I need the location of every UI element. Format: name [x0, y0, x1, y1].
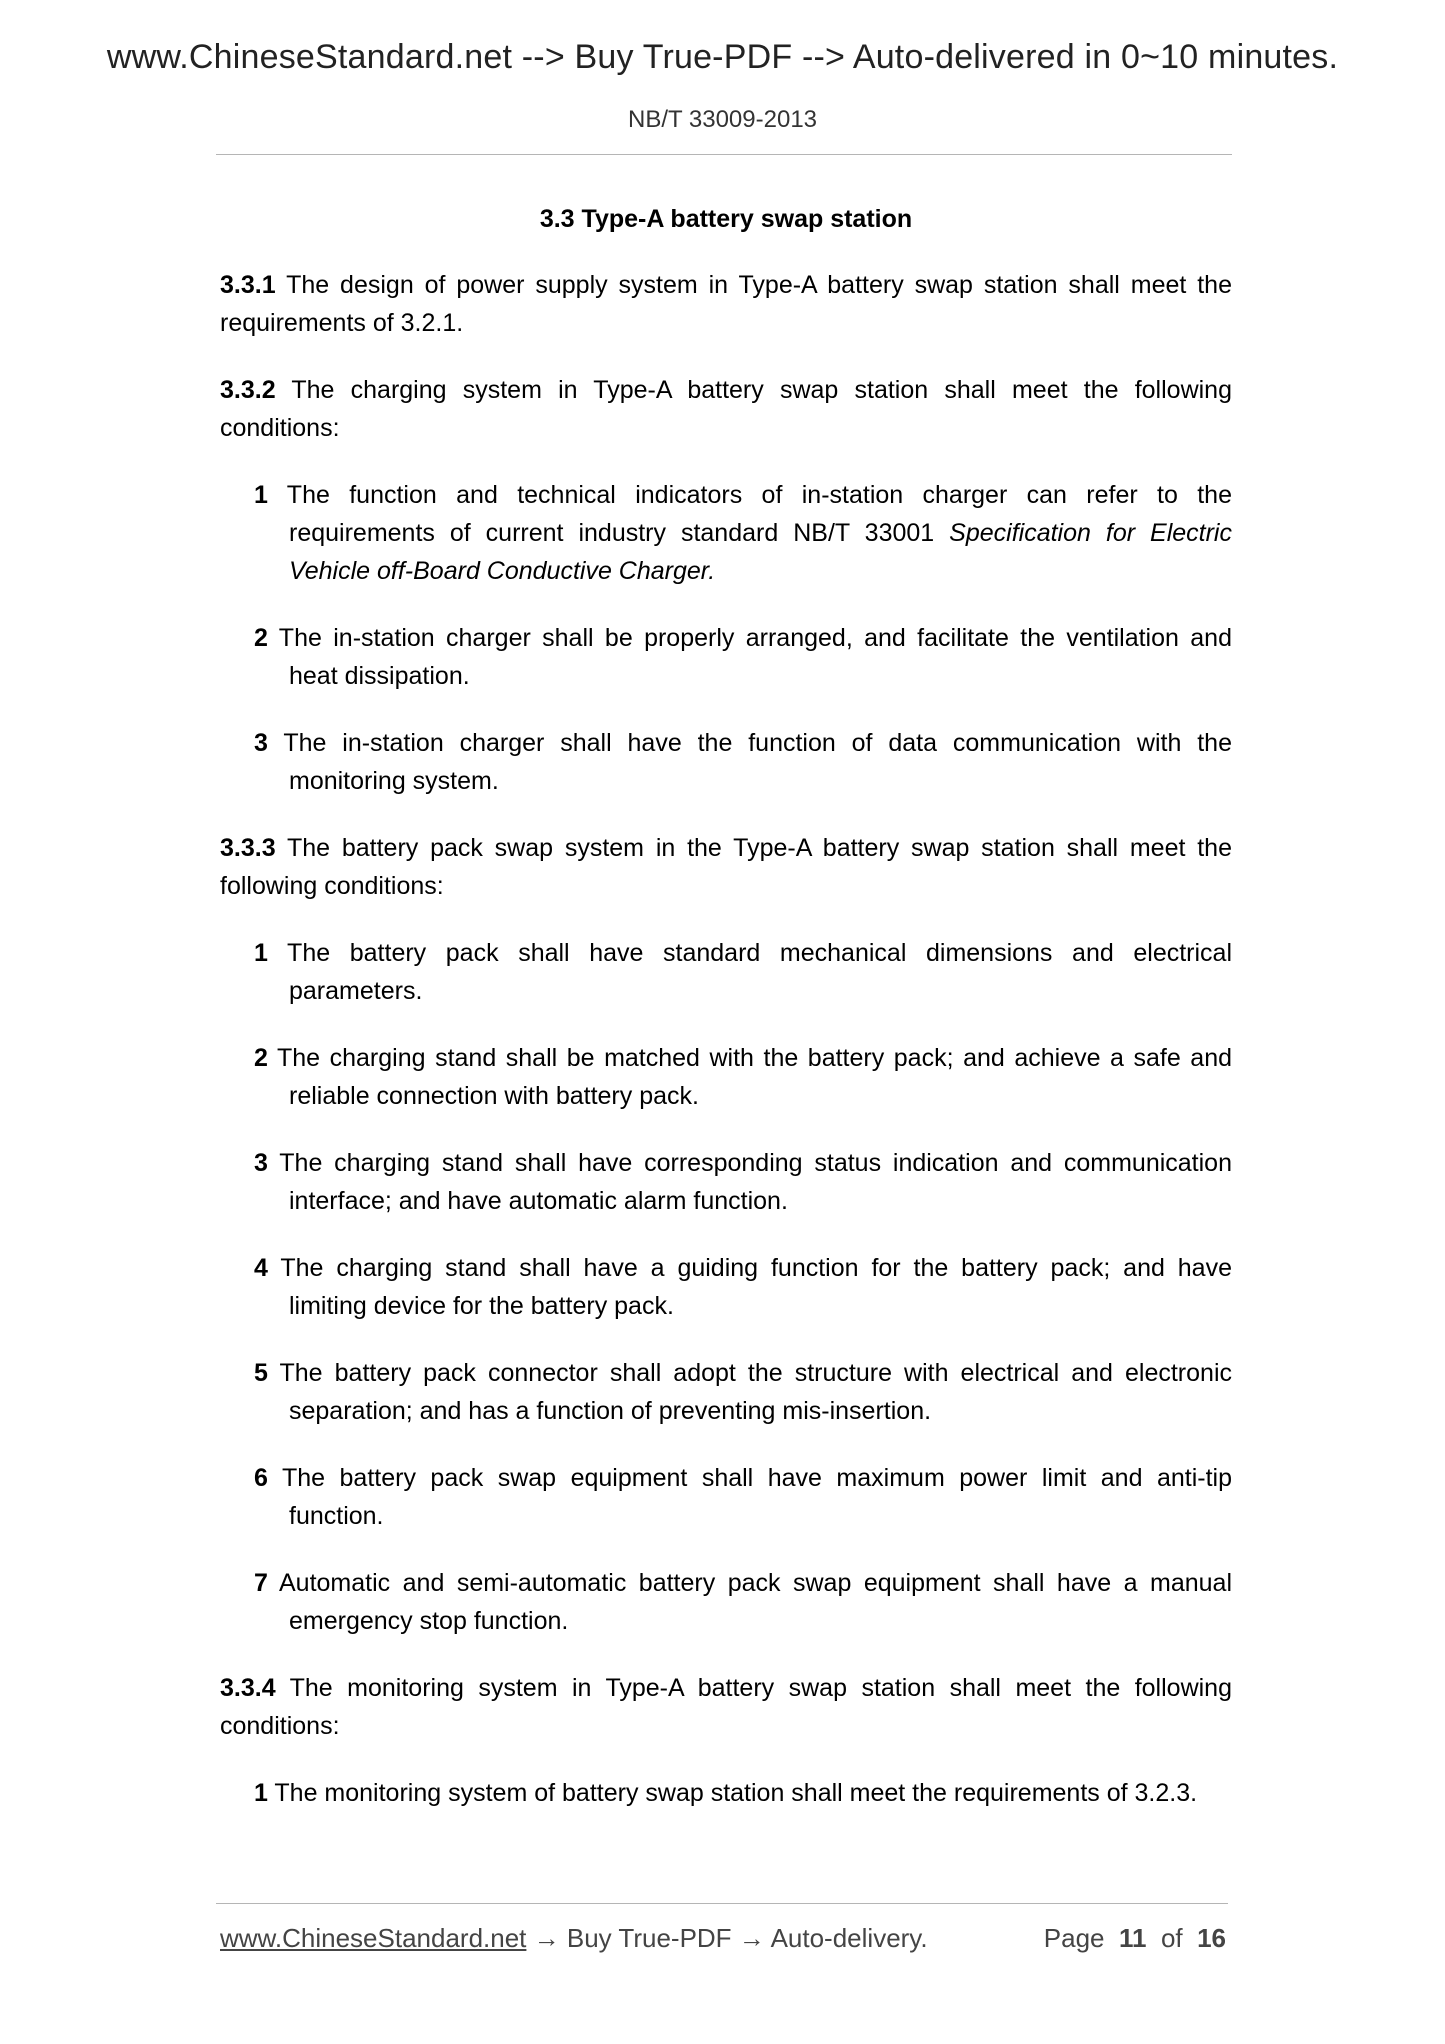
list-item [254, 1564, 1232, 1640]
list-item [254, 1459, 1232, 1535]
footer-promo [220, 1923, 928, 1954]
item-text: The in-station charger shall have the function of data communication with the monitoring system. [267, 729, 1232, 795]
list-item [254, 1354, 1232, 1430]
header-divider [216, 154, 1232, 155]
list-item [254, 1144, 1232, 1220]
clause-text: The battery pack swap system in the Type-A battery swap station shall meet the following conditions: [220, 834, 1232, 900]
item-number: 1 [254, 481, 268, 509]
item-text: The battery pack shall have standard mechanical dimensions and electrical parameters. [267, 939, 1232, 1005]
clause-text: The monitoring system in Type-A battery swap station shall meet the following conditions: [220, 1674, 1232, 1740]
download-banner: www.ChineseStandard.net --> Buy True-PDF --> Auto-delivered in 0~10 minutes. [106, 38, 1339, 76]
list-item [254, 934, 1232, 1010]
clause-text: The charging system in Type-A battery swap station shall meet the following conditions: [220, 376, 1232, 442]
clause-number: 3.3.3 [220, 834, 276, 862]
item-number: 2 [254, 1044, 268, 1072]
item-number: 6 [254, 1464, 268, 1492]
section-title: 3.3 Type-A battery swap station [539, 205, 913, 233]
document-body [220, 200, 1232, 1841]
list-item [254, 1039, 1232, 1115]
item-number: 3 [254, 729, 268, 757]
item-text: The battery pack connector shall adopt the structure with electrical and electronic separation; and has a function of preventing mis-insertion. [267, 1359, 1232, 1425]
clause-text: The design of power supply system in Type-A battery swap station shall meet the requirements of 3.2.1. [220, 271, 1232, 337]
of-label: of [1160, 1923, 1183, 1953]
page-indicator [1044, 1923, 1226, 1954]
item-text: The function and technical indicators of in-station charger can refer to the requirements of current industry standard NB/T 33001 [267, 481, 1232, 547]
item-number: 5 [254, 1359, 268, 1387]
clause-3-3-2 [220, 371, 1232, 447]
website-link[interactable]: www.ChineseStandard.net [220, 1923, 527, 1953]
list-item [254, 1774, 1232, 1812]
item-text: The battery pack swap equipment shall have maximum power limit and anti-tip function. [267, 1464, 1232, 1530]
list-item [254, 724, 1232, 800]
page-total: 16 [1197, 1923, 1226, 1953]
footer-promo-text: → Buy True-PDF → Auto-delivery. [526, 1923, 928, 1953]
item-number: 4 [254, 1254, 268, 1282]
item-text: The charging stand shall be matched with the battery pack; and achieve a safe and reliable connection with battery pack. [267, 1044, 1232, 1110]
item-number: 7 [254, 1569, 268, 1597]
item-number: 1 [254, 939, 268, 967]
item-text: Automatic and semi-automatic battery pack swap equipment shall have a manual emergency stop function. [267, 1569, 1232, 1635]
standard-code-header: NB/T 33009-2013 [627, 106, 818, 133]
list-item [254, 1249, 1232, 1325]
clause-number: 3.3.2 [220, 376, 276, 404]
item-text: The in-station charger shall be properly arranged, and facilitate the ventilation and heat dissipation. [267, 624, 1232, 690]
standard-title-italic: Specification for Electric Vehicle off-Board Conductive Charger. [289, 519, 1232, 585]
list-item [254, 619, 1232, 695]
item-text: The charging stand shall have a guiding function for the battery pack; and have limiting device for the battery pack. [267, 1254, 1232, 1320]
list-item [254, 476, 1232, 590]
clause-3-3-1 [220, 266, 1232, 342]
item-number: 2 [254, 624, 268, 652]
clause-number: 3.3.1 [220, 271, 276, 299]
item-text: The monitoring system of battery swap station shall meet the requirements of 3.2.3. [267, 1779, 1198, 1807]
footer-divider [216, 1903, 1228, 1904]
page-label: Page [1043, 1923, 1105, 1953]
item-number: 1 [254, 1779, 268, 1807]
clause-3-3-3 [220, 829, 1232, 905]
item-number: 3 [254, 1149, 268, 1177]
clause-number: 3.3.4 [220, 1674, 276, 1702]
item-text: The charging stand shall have corresponding status indication and communication interface; and have automatic alarm function. [267, 1149, 1232, 1215]
page-number: 11 [1118, 1923, 1147, 1953]
clause-3-3-4 [220, 1669, 1232, 1745]
